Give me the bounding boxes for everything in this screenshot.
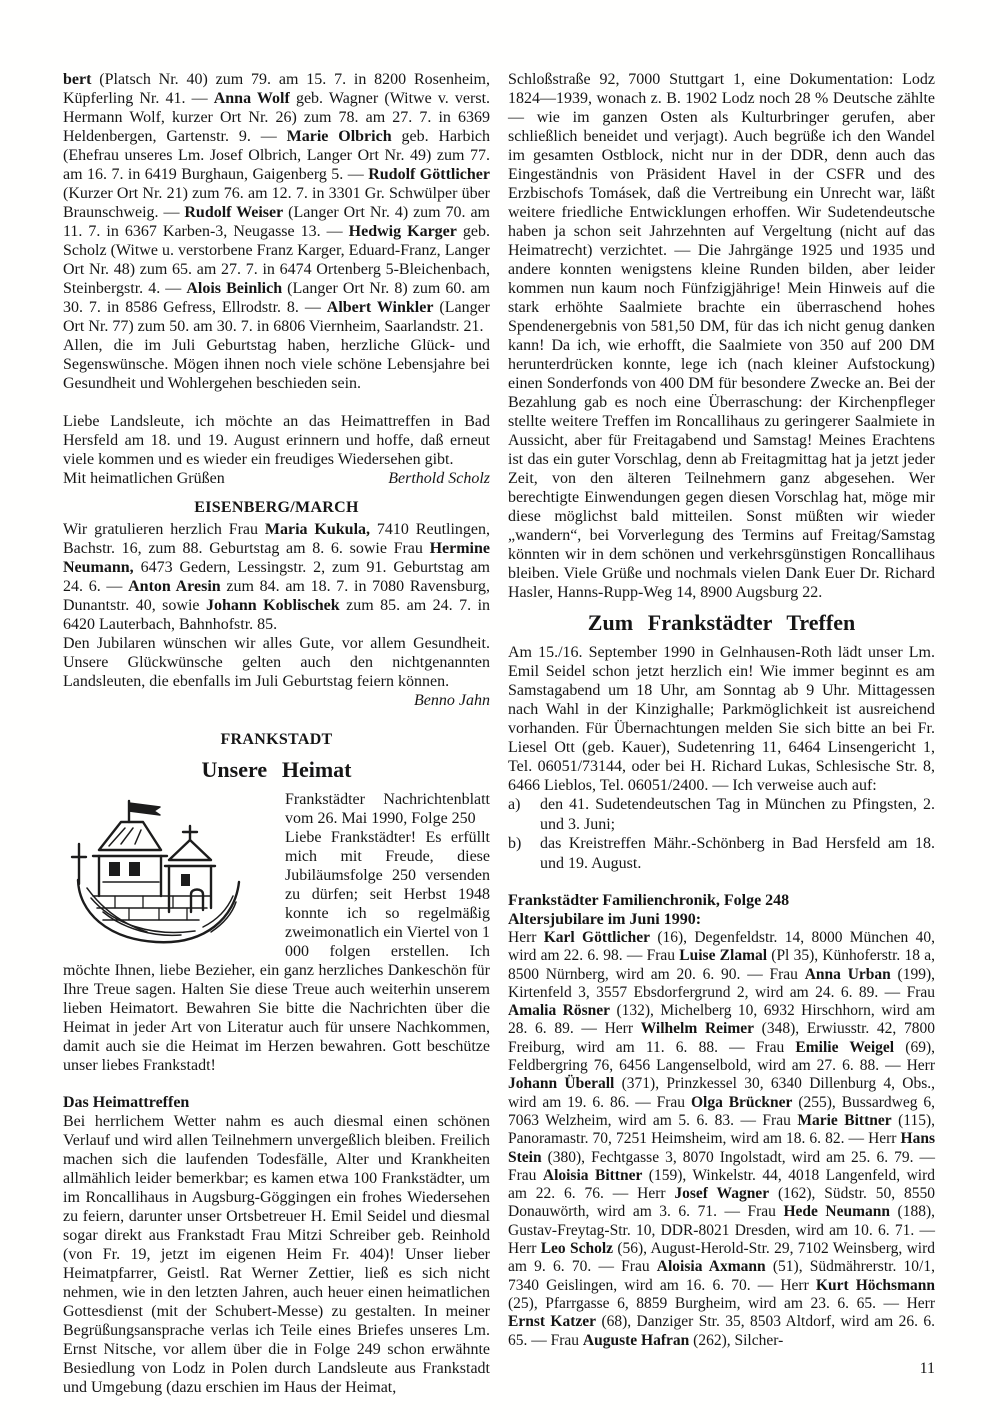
text-run: (159), Winkelstr. 44, 4018 Langenfeld, wird am 22. 6. 76. — Herr xyxy=(508,1166,935,1203)
person-name: Hede Neumann xyxy=(783,1203,891,1221)
subsection-heading: Das Heimattreffen xyxy=(63,1094,190,1111)
person-name: Aloisia Axmann xyxy=(656,1258,766,1276)
text-run: Den Jubilaren wünschen wir alles Gute, vor allem Gesundheit. Unsere Glückwünsche gelten auch den nichtgenannten Landsleuten, die ebenfalls im Juli Geburtstag feiern können. xyxy=(63,635,490,690)
text-run: Bei herrlichem Wetter nahm es auch diesmal einen schönen Verlauf und wird allen Teilnehmern unvergeßlich bleiben. Freilich machen sich die laufenden Todesfälle, Alter und Krankheiten allmählich leider bemerkbar; es kamen etwa 100 Frankstädter, um im Roncallihaus in Augsburg-Göggingen ein frohes Wiedersehen zu feiern, darunter unser Ortsbetreuer H. Emil Seidel und diesmal sogar direkt aus Frankstadt Frau Mitzi Schreiber geb. Reinhold (von Fr. 19, jetzt im eigenen Heim Fr. 404)! Unser lieber Heimatpfarrer, Geistl. Rat Werner Zettier, ließ es sich nicht nehmen, wie in den letzten Jahren, auch heuer einen heimatlichen Gottesdienst (mit der Schubert-Messe) zu gestalten. In meiner Begrüßungsansprache verlas ich Teile eines Briefes unseres Lm. Ernst Nitsche, vor allem über die in Folge 249 schon erwähnte Besiedlung von Lodz in Polen durch Landsleute aus Frankstadt und Umgebung (dazu erschien im Haus der Heimat, xyxy=(63,1113,490,1396)
text-run: Liebe Frankstädter! Es erfüllt mich mit Freude, diese Jubiläumsfolge 250 versenden zu dürfen; seit Herbst 1948 konnte ich so regelmäßig zweimonatlich ein Viertel von 1 000 folgen erstellen. Ich möchte Ihnen, liebe Bezieher, ein ganz herzliches Dankeschön für Ihre Treue sagen. Halten Sie diese Treue auch weiterhin unserem lieben Heimatort. Bewahren Sie bitte die Nachrichten über die Heimat in jeder Art von Literatur auch für unsere Nachkommen, damit auch sie die Heimat im Herzen bewahren. Gott beschütze unser liebes Frankstadt! xyxy=(63,829,490,1074)
person-name: Josef Wagner xyxy=(674,1185,770,1203)
person-name: Luise Zlamal xyxy=(679,947,768,965)
text-run: das Kreistreffen Mähr.-Schönberg in Bad Hersfeld am 18. und 19. August. xyxy=(540,835,935,872)
paragraph xyxy=(508,70,935,602)
list-marker: a) xyxy=(508,796,521,813)
text-run: Liebe Landsleute, ich möchte an das Heimattreffen in Bad Hersfeld am 18. und 19. August erinnern und hoffe, daß erneut viele kommen und es wieder ein freudiges Wiedersehen gibt. xyxy=(63,413,490,468)
text-run: Herr xyxy=(508,929,544,946)
text-run: Allen, die im Juli Geburtstag haben, herzliche Glück- und Segenswünsche. Mögen ihnen noch viele schöne Lebensjahre bei Gesundheit und Wohlergehen beschieden sein. xyxy=(63,337,490,392)
list-item xyxy=(508,795,935,834)
paragraph xyxy=(63,520,490,634)
page-number: 11 xyxy=(919,1360,935,1377)
signature-name: Berthold Scholz xyxy=(388,470,490,487)
person-name: Emilie Weigel xyxy=(795,1038,895,1056)
text-run: 7410 Reutlingen, Bachstr. 16, zum 88. Geburtstag am 8. 6. sowie Frau xyxy=(63,521,491,557)
text-run: geb. Scholz (Witwe u. verstorbene Franz Karger, Eduard-Franz, Langer Ort Nr. 48) zum 65. am 27. 7. in 6474 Ortenberg 5-Bleichenbach, Steinbergstr. 4. — xyxy=(63,223,491,297)
person-name: Johann Koblischek xyxy=(205,597,340,614)
text-run: (255), Bussardweg 6, 7063 Welzheim, wird am 5. 6. 83. — Frau xyxy=(508,1093,935,1129)
person-name: Anna Urban xyxy=(804,965,891,983)
text-run: (25), Pfarrgasse 6, 8859 Burgheim, wird am 23. 6. 65. — Herr xyxy=(508,1294,935,1312)
person-name: Aloisia Bittner xyxy=(542,1166,643,1184)
person-name: bert xyxy=(63,71,92,88)
person-name: Olga Brückner xyxy=(690,1093,793,1111)
section-heading: FRANKSTADT xyxy=(220,731,333,748)
person-name: Marie Bittner xyxy=(797,1111,892,1129)
text-run: den 41. Sudetendeutschen Tag in München zu Pfingsten, 2. und 3. Juni; xyxy=(540,796,935,833)
person-name: Kurt Höchsmann xyxy=(815,1276,935,1294)
person-name: Rudolf Weiser xyxy=(184,204,284,221)
paragraph xyxy=(63,1112,490,1397)
subsection-heading: Altersjubilare im Juni 1990: xyxy=(508,911,702,928)
person-name: Ernst Katzer xyxy=(508,1313,597,1331)
paragraph xyxy=(63,70,490,336)
text-run: geb. Wagner (Witwe v. verst. Hermann Wolf, kurzer Ort Nr. 26) zum 78. am 27. 7. in 6369 Heldenbergen, Gartenstr. 9. — xyxy=(63,90,491,145)
text-run: (262), Silcher- xyxy=(689,1331,784,1349)
text-run: (115), Panoramastr. 70, 7251 Heimsheim, wird am 18. 6. 82. — Herr xyxy=(508,1111,936,1148)
paragraph xyxy=(63,412,490,469)
person-name: Hermine Neumann, xyxy=(63,540,490,576)
list-marker: b) xyxy=(508,835,522,852)
figure-with-illustration xyxy=(63,790,490,1075)
castle-illustration xyxy=(63,796,259,948)
text-run: (188), Gustav-Freytag-Str. 10, DDR-8021 Dresden, wird am 10. 6. 71. — Herr xyxy=(508,1203,935,1258)
text-run: (Langer Ort Nr. 8) zum 60. am 30. 7. in 8586 Gefress, Ellrodstr. 8. — xyxy=(63,280,490,316)
list-item-text xyxy=(540,834,935,873)
text-run: (162), Südstr. 50, 8550 Donauwörth, wird am 3. 6. 71. — Frau xyxy=(508,1185,935,1221)
paragraph xyxy=(63,336,490,393)
person-name: Anna Wolf xyxy=(213,90,290,107)
text-run: (Langer Ort Nr. 77) zum 50. am 30. 7. in 6806 Viernheim, Saarlandstr. 21. xyxy=(63,299,491,335)
article-title: Unsere Heimat xyxy=(201,757,352,782)
person-name: Karl Göttlicher xyxy=(543,929,651,946)
text-run: Frankstädter Nachrichtenblatt vom 26. Mai 1990, Folge 250 xyxy=(285,791,490,827)
section-heading: EISENBERG/MARCH xyxy=(194,499,359,516)
page-columns xyxy=(63,70,935,1397)
person-name: Maria Kukula, xyxy=(264,521,371,538)
person-name: Marie Olbrich xyxy=(286,128,392,145)
text-run: Schloßstraße 92, 7000 Stuttgart 1, eine Dokumentation: Lodz 1824—1939, wonach z. B. 1902 Lodz noch 28 % Deutsche zählte — wie im ganzen Osten als Kulturbringer gerufen, aber schließlich beneidet und verjagt). Auch begrüße ich den Wandel im gesamten Ostblock, nicht nur in der DDR, denn auch das Eingeständnis von Präsident Havel in der CSFR und des Erzbischofs Tomásek, daß die Vertreibung ein Unrecht war, läßt weitere friedliche Entwicklungen erhoffen. Wir Sudetendeutsche haben ja schon seit Jahrzehnten auf Vergeltung (nicht auf das Heimatrecht) verzichtet. — Die Jahrgänge 1925 und 1935 und andere konnten wenigstens kleine Runden bilden, aber leider kommen nun kaum noch Fünfzigjährige! Mein Hinweis auf die stark erhöhte Saalmiete brachte ein überraschend hohes Spendenergebnis von 581,50 DM, für das ich nicht genug danken kann! Da ich, wie erhofft, die Saalmiete von 350 auf 200 DM herunterdrücken konnte, lege ich (nach kleiner Aufstockung) einen Sonderfonds von 400 DM für besondere Zwecke an. Bei der Bezahlung gab es noch eine Überraschung: der Kirchenpfleger stellte weitere Treffen im Roncallihaus zu geringerer Saalmiete in Aussicht, aber für Freitagabend und Samstag! Meines Erachtens ist das ein guter Vorschlag, denn ab Freitagmittag hat ja jetzt jeder Zeit, von den älteren Teilnehmern ganz abgesehen. Wer berechtigte Einwendungen gegen diesen Vorschlag hat, möge mir diese möglichst bald mitteilen. Sonst müßten wir wieder „wandern“, bei Vorverlegung des Termins auf Freitag/Samstag könnten wir in dem schönen und verkehrsgünstigen Roncallihaus bleiben. Viele Grüße und nochmals vielen Dank Euer Dr. Richard Hasler, Hanns-Rupp-Weg 14, 8900 Augsburg 22. xyxy=(508,71,935,601)
person-name: Johann Überall xyxy=(508,1075,615,1093)
person-name: Alois Beinlich xyxy=(186,280,283,297)
signature-line xyxy=(63,469,490,488)
paragraph xyxy=(63,634,490,691)
person-name: Amalia Rösner xyxy=(508,1002,611,1020)
text-run: (199), Kirtenfeld 3, 3557 Ebsdorfergrund 2, wird am 24. 6. 89. — Frau xyxy=(508,965,936,1001)
right-column xyxy=(508,70,935,1397)
text-run: (16), Degenfeldstr. 14, 8000 München 40, wird am 22. 6. 98. — Frau xyxy=(508,929,935,965)
text-run: (Langer Ort Nr. 4) zum 70. am 11. 7. in 6367 Karben-3, Neugasse 13. — xyxy=(63,204,490,240)
person-name: Rudolf Göttlicher xyxy=(368,166,490,183)
paragraph xyxy=(508,643,935,795)
text-run: (Pl 35), Künhoferstr. 18 a, 8500 Nürnberg, wird am 20. 6. 90. — Frau xyxy=(508,947,936,983)
list-item xyxy=(508,834,935,873)
text-run: Am 15./16. September 1990 in Gelnhausen-Roth lädt unser Lm. Emil Seidel schon jetzt herzlich ein! Wie immer beginnt es am Samstagabend um 18 Uhr, am Sonntag ab 9 Uhr. Mittagessen nach Wahl in der Kinzighalle; Parkmöglichkeit ist ausreichend vorhanden. Für Übernachtungen melden Sie sich bitte an bei Fr. Liesel Ott (geb. Kauer), Sudetenring 11, 6464 Linsengericht 1, Tel. 06051/73144, oder bei H. Richard Lukas, Schlesische Str. 8, 6466 Lieblos, Tel. 06051/2400. — Ich verweise auch auf: xyxy=(508,644,935,794)
text-run: (371), Prinzkessel 30, 6340 Dillenburg 4, Obs., wird am 19. 6. 86. — Frau xyxy=(508,1075,935,1111)
text-run: Wir gratulieren herzlich Frau xyxy=(63,521,265,538)
text-run: (69), Feldbergring 76, 6456 Langenselbold, wird am 27. 6. 88. — Herr xyxy=(508,1038,935,1075)
text-run: (51), Südmährerstr. 10/1, 7340 Geislingen, wird am 16. 6. 70. — Herr xyxy=(508,1258,935,1294)
text-run: zum 84. am 18. 7. in 7080 Ravensburg, Dunantstr. 40, sowie xyxy=(63,578,490,614)
closing-text: Mit heimatlichen Grüßen xyxy=(63,470,225,487)
text-run: (Kurzer Ort Nr. 21) zum 76. am 12. 7. in 3301 Gr. Schwülper über Braunschweig. — xyxy=(63,185,490,221)
person-name: Hans Stein xyxy=(508,1130,935,1166)
text-run: (68), Danziger Str. 35, 8503 Altdorf, wird am 26. 6. 65. — Frau xyxy=(508,1313,936,1349)
article-title: Zum Frankstädter Treffen xyxy=(587,610,856,635)
person-name: Wilhelm Reimer xyxy=(640,1020,754,1038)
text-run: zum 85. am 24. 7. in 6420 Lauterbach, Bahnhofstr. 85. xyxy=(63,597,491,633)
left-column xyxy=(63,70,490,1397)
text-run: (56), August-Herold-Str. 29, 7102 Weinsberg, wird am 9. 6. 70. — Frau xyxy=(508,1240,935,1276)
person-name: Hedwig Karger xyxy=(348,223,457,240)
text-run: (132), Michelberg 10, 6932 Hirschhorn, wird am 28. 6. 89. — Herr xyxy=(508,1002,935,1038)
person-name: Auguste Hafran xyxy=(582,1331,690,1349)
person-name: Anton Aresin xyxy=(128,578,221,595)
person-name: Leo Scholz xyxy=(540,1240,614,1258)
paragraph xyxy=(508,929,935,1350)
text-run: geb. Harbich (Ehefrau unseres Lm. Josef Olbrich, Langer Ort Nr. 49) zum 77. am 16. 7. in 6419 Burghaun, Gaigenberg 5. — xyxy=(63,128,490,183)
text-run: (348), Erwiusstr. 42, 7800 Freiburg, wird am 11. 6. 88. — Frau xyxy=(508,1020,935,1056)
text-run: (380), Fechtgasse 3, 8070 Ingolstadt, wird am 25. 6. 79. — Frau xyxy=(508,1148,935,1184)
subsection-heading: Frankstädter Familienchronik, Folge 248 xyxy=(508,892,790,909)
text-run: 6473 Gedern, Lessingstr. 2, zum 91. Geburtstag am 24. 6. — xyxy=(63,559,490,595)
signature xyxy=(63,691,490,710)
list-item-text xyxy=(540,795,935,834)
signature-name: Benno Jahn xyxy=(414,692,490,709)
text-run: (Platsch Nr. 40) zum 79. am 15. 7. in 8200 Rosenheim, Küpferling Nr. 41. — xyxy=(63,71,490,107)
person-name: Albert Winkler xyxy=(326,299,434,316)
